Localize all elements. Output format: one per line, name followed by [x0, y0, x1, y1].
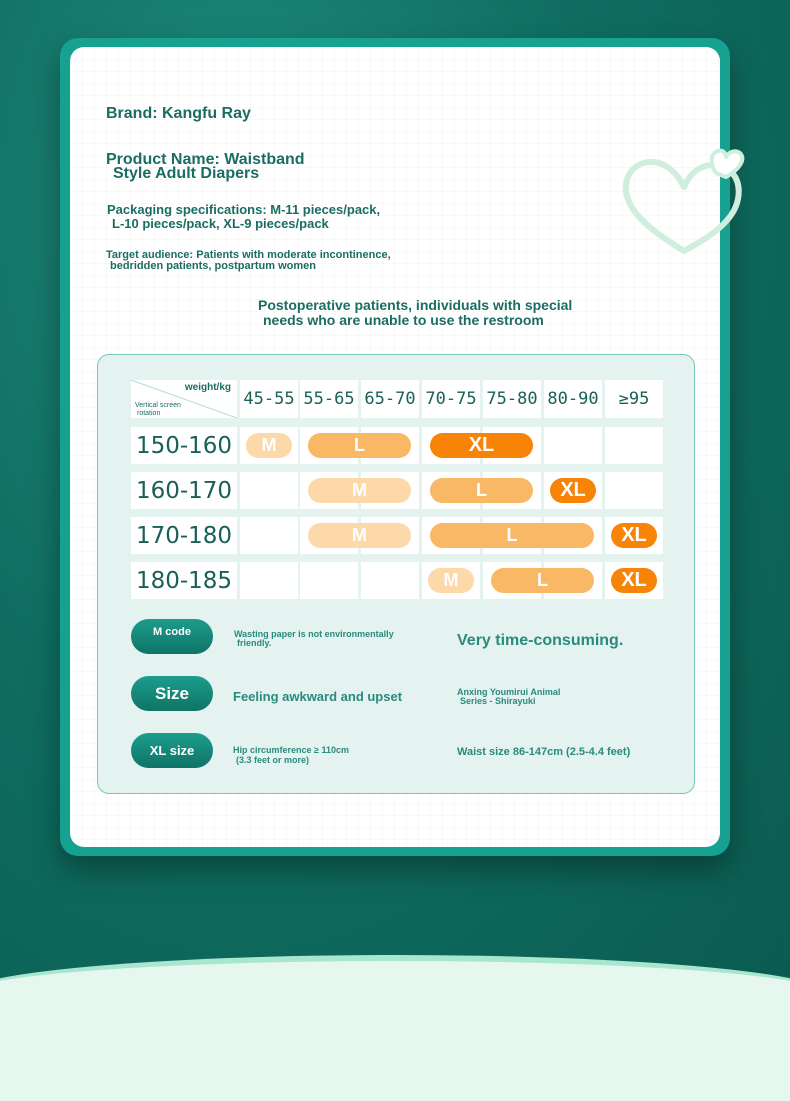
table-cell	[605, 472, 663, 509]
size-pill-l: L	[430, 478, 533, 503]
weight-column-header: 70-75	[422, 380, 480, 418]
extra-audience: Postoperative patients, individuals with special needs who are unable to use the restroom	[258, 297, 573, 328]
height-row-label: 160-170	[131, 472, 237, 509]
weight-column-header: 65-70	[361, 380, 419, 418]
xl-size-note: Hip circumference ≥ 110cm (3.3 feet or more)	[233, 745, 349, 765]
size-button: Size	[131, 676, 213, 711]
height-row-label: 180-185	[131, 562, 237, 599]
size-pill-xl: XL	[611, 568, 657, 593]
corner-rotation-label: Vertical screen rotation	[135, 402, 181, 417]
target-audience: Target audience: Patients with moderate incontinence, bedridden patients, postpartum women	[106, 249, 391, 272]
table-cell	[240, 517, 298, 554]
weight-column-header: 55-65	[300, 380, 358, 418]
product-name: Product Name: Waistband Style Adult Diapers	[106, 151, 305, 182]
xl-size-button: XL size	[131, 733, 213, 768]
size-pill-m: M	[308, 523, 411, 548]
size-pill-xl: XL	[430, 433, 533, 458]
height-row-label: 150-160	[131, 427, 237, 464]
m-code-note: Wasting paper is not environmentally friendly.	[234, 629, 394, 648]
size-pill-l: L	[308, 433, 411, 458]
table-cell	[240, 562, 298, 599]
height-row-label: 170-180	[131, 517, 237, 554]
corner-weight-label: weight/kg	[184, 382, 231, 393]
table-cell	[605, 427, 663, 464]
brand-text: Brand: Kangfu Ray	[106, 105, 251, 122]
xl-size-note-right: Waist size 86-147cm (2.5-4.4 feet)	[457, 746, 631, 758]
size-pill-xl: XL	[550, 478, 596, 503]
bottom-wave-decoration	[0, 955, 790, 1101]
weight-column-header: 45-55	[240, 380, 298, 418]
table-cell	[361, 562, 419, 599]
size-pill-m: M	[428, 568, 474, 593]
size-note-right: Anxing Youmirui Animal Series - Shirayuki	[457, 687, 561, 706]
weight-column-header: ≥95	[605, 380, 663, 418]
size-note: Feeling awkward and upset	[233, 689, 403, 704]
m-code-note-right: Very time-consuming.	[457, 632, 624, 649]
table-corner-cell	[131, 380, 237, 418]
table-cell	[300, 562, 358, 599]
size-pill-l: L	[430, 523, 594, 548]
size-pill-l: L	[491, 568, 594, 593]
table-cell	[240, 472, 298, 509]
m-code-button: M code	[131, 619, 213, 654]
size-table-panel	[97, 354, 695, 794]
packaging-specs: Packaging specifications: M-11 pieces/pack, L-10 pieces/pack, XL-9 pieces/pack	[107, 202, 381, 231]
heart-decoration-icon	[618, 143, 750, 263]
weight-column-header: 80-90	[544, 380, 602, 418]
weight-column-header: 75-80	[483, 380, 541, 418]
table-cell	[544, 427, 602, 464]
size-pill-m: M	[246, 433, 292, 458]
size-pill-m: M	[308, 478, 411, 503]
size-pill-xl: XL	[611, 523, 657, 548]
